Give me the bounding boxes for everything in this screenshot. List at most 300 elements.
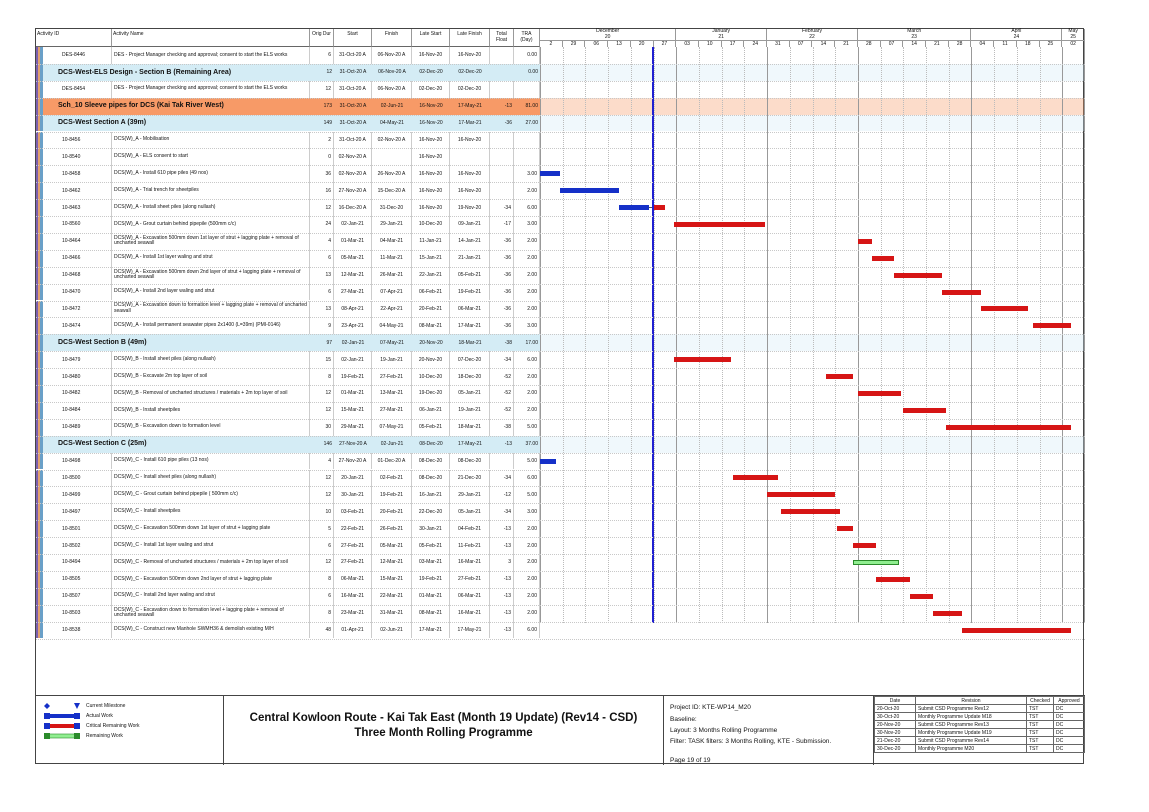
- activity-row[interactable]: [36, 317, 540, 334]
- orig-dur: 48: [310, 622, 334, 639]
- wbs-band-row[interactable]: [36, 334, 540, 351]
- revision-date: 30-Dec-20: [875, 745, 916, 753]
- start-date: 31-Oct-20 A: [334, 132, 372, 149]
- finish-date: 04-Mar-21: [372, 233, 412, 250]
- start-date: 31-Oct-20 A: [339, 69, 367, 76]
- activity-row[interactable]: [36, 199, 540, 216]
- total-float: -36: [490, 267, 514, 284]
- late-start: 08-Dec-20: [412, 453, 450, 470]
- total-float: -34: [490, 351, 514, 368]
- orig-dur: 6: [310, 588, 334, 605]
- activity-id: 10-8538: [60, 622, 112, 639]
- critical-work-bar[interactable]: [1033, 323, 1072, 328]
- activity-name: DCS(W)_B - Excavation down to formation level: [112, 419, 310, 436]
- row-divider: [36, 520, 1085, 521]
- finish-date: 06-Nov-20 A: [372, 47, 412, 64]
- revision-row: [875, 729, 1085, 737]
- row-divider: [36, 216, 1085, 217]
- late-finish: 05-Jan-21: [450, 385, 490, 402]
- activity-row[interactable]: [36, 148, 540, 165]
- late-finish: 18-Mar-21: [450, 419, 490, 436]
- revision-revision: Submit CSD Programme Rev13: [916, 721, 1027, 729]
- orig-dur: 4: [310, 233, 334, 250]
- total-float: -38: [490, 419, 514, 436]
- tra-days: 6.00: [514, 622, 540, 639]
- tra-days: 2.00: [514, 588, 540, 605]
- late-finish: 16-Nov-20: [450, 182, 490, 199]
- total-float: -52: [490, 385, 514, 402]
- outline-indent-stripe: [36, 250, 43, 267]
- rev-header-revision: Revision: [916, 697, 1027, 705]
- tra-days: 2.00: [514, 554, 540, 571]
- start-date: 23-Mar-21: [334, 605, 372, 622]
- row-divider: [36, 588, 1085, 589]
- timeline-week: 29: [563, 41, 586, 47]
- legend-label: Actual Work: [86, 713, 113, 719]
- wbs-band-row[interactable]: [36, 98, 540, 115]
- activity-row[interactable]: [36, 233, 540, 250]
- late-finish: 14-Jan-21: [450, 233, 490, 250]
- row-divider: [36, 571, 1085, 572]
- critical-work-bar[interactable]: [876, 577, 910, 582]
- total-float: -38: [504, 339, 512, 346]
- month-number: 25: [1070, 33, 1076, 40]
- start-date: 06-Mar-21: [334, 571, 372, 588]
- activity-row[interactable]: [36, 588, 540, 605]
- activity-name: DES - Project Manager checking and approval; consent to start the ELS works: [112, 47, 310, 64]
- finish-date: 11-Mar-21: [372, 250, 412, 267]
- activity-id: 10-8464: [60, 233, 112, 250]
- critical-work-bar[interactable]: [910, 594, 933, 599]
- late-start: 16-Nov-20: [419, 103, 443, 110]
- critical-work-bar[interactable]: [837, 526, 853, 531]
- total-float: [490, 148, 514, 165]
- critical-work-bar[interactable]: [946, 425, 1071, 430]
- activity-name: DCS(W)_C - Excavation 500mm down 1st layer of strut + lagging plate: [112, 520, 310, 537]
- wbs-band-row[interactable]: [36, 115, 540, 132]
- actual-work-swatch-icon: [44, 713, 80, 719]
- late-start: 16-Nov-20: [412, 199, 450, 216]
- timeline-week: 21: [926, 41, 949, 47]
- late-start: 19-Feb-21: [412, 571, 450, 588]
- actual-work-bar[interactable]: [540, 171, 560, 176]
- critical-work-bar[interactable]: [853, 543, 876, 548]
- finish-date: [372, 148, 412, 165]
- late-finish: 05-Feb-21: [450, 267, 490, 284]
- row-divider: [36, 233, 1085, 234]
- total-float: -34: [490, 503, 514, 520]
- orig-dur: 13: [310, 267, 334, 284]
- activity-name: DCS(W)_A - Trial trench for sheetpiles: [112, 182, 310, 199]
- late-start: 20-Nov-20: [419, 339, 443, 346]
- total-float: -34: [490, 470, 514, 487]
- late-start: 16-Nov-20: [412, 132, 450, 149]
- row-divider: [36, 622, 1085, 623]
- row-divider: [36, 301, 1085, 302]
- page-number: Page 19 of 19: [670, 757, 711, 764]
- timeline-week: 14: [813, 41, 836, 47]
- activity-row[interactable]: [36, 47, 540, 64]
- critical-work-bar[interactable]: [962, 628, 1071, 633]
- timeline-month: [676, 29, 767, 41]
- header-start[interactable]: Start: [334, 29, 372, 47]
- activity-name: DCS(W)_A - Install sheet piles (along nullash): [112, 199, 310, 216]
- critical-work-bar[interactable]: [933, 611, 963, 616]
- legend: [36, 695, 224, 765]
- activity-row[interactable]: [36, 132, 540, 149]
- late-finish: 16-Nov-20: [450, 47, 490, 64]
- wbs-band-row[interactable]: [36, 436, 540, 453]
- activity-id: 10-8494: [60, 554, 112, 571]
- orig-dur: 6: [310, 47, 334, 64]
- late-start: 16-Nov-20: [419, 120, 443, 127]
- late-start: 20-Nov-20: [412, 351, 450, 368]
- month-number: 20: [604, 33, 611, 40]
- month-label: April: [1011, 28, 1022, 34]
- outline-indent-stripe: [36, 554, 43, 571]
- total-float: -13: [490, 588, 514, 605]
- critical-work-bar[interactable]: [981, 306, 1029, 311]
- outline-indent-stripe: [36, 115, 43, 132]
- row-divider: [36, 385, 1085, 386]
- revision-checked: TST: [1027, 721, 1054, 729]
- outline-indent-stripe: [36, 419, 43, 436]
- critical-work-bar[interactable]: [826, 374, 853, 379]
- row-divider: [36, 368, 1085, 369]
- orig-dur: 36: [310, 165, 334, 182]
- activity-row[interactable]: [36, 453, 540, 470]
- late-start: 11-Jan-21: [412, 233, 450, 250]
- tra-days: 2.00: [514, 250, 540, 267]
- activity-name: DCS(W)_C - Install 2nd layer waling and strut: [112, 588, 310, 605]
- revision-row: [875, 737, 1085, 745]
- header-finish[interactable]: Finish: [372, 29, 412, 47]
- late-finish: 16-Nov-20: [450, 132, 490, 149]
- tra-days: 27.00: [525, 120, 538, 127]
- start-date: 22-Feb-21: [334, 520, 372, 537]
- late-start: 08-Mar-21: [412, 317, 450, 334]
- critical-work-bar[interactable]: [858, 391, 901, 396]
- total-float: -36: [490, 301, 514, 318]
- late-start: 08-Mar-21: [412, 605, 450, 622]
- activity-id: 10-8482: [60, 385, 112, 402]
- timeline-week: 31: [767, 41, 790, 47]
- late-start: 10-Dec-20: [412, 368, 450, 385]
- late-start: 16-Nov-20: [412, 148, 450, 165]
- total-float: -12: [490, 486, 514, 503]
- activity-id: 10-8499: [60, 486, 112, 503]
- tra-days: 2.00: [514, 233, 540, 250]
- timeline-week: 14: [903, 41, 926, 47]
- late-start: 02-Dec-20: [412, 81, 450, 98]
- total-float: [490, 81, 514, 98]
- activity-row[interactable]: [36, 284, 540, 301]
- late-finish: 17-Mar-21: [450, 317, 490, 334]
- header-activity-name[interactable]: Activity Name: [112, 29, 310, 47]
- late-finish: 09-Jan-21: [450, 216, 490, 233]
- tra-days: 3.00: [514, 317, 540, 334]
- activity-id: 10-8466: [60, 250, 112, 267]
- start-date: 30-Jan-21: [334, 486, 372, 503]
- outline-indent-stripe: [36, 503, 43, 520]
- revision-row: [875, 713, 1085, 721]
- legend-remaining-work: [44, 732, 123, 740]
- tra-days: 2.00: [514, 182, 540, 199]
- finish-date: 12-Mar-21: [372, 554, 412, 571]
- actual-work-bar[interactable]: [540, 459, 556, 464]
- total-float: -13: [490, 622, 514, 639]
- activity-id: 10-8480: [60, 368, 112, 385]
- row-divider: [36, 419, 1085, 420]
- activity-name: DCS(W)_C - Install sheetpiles: [112, 503, 310, 520]
- late-finish: 19-Nov-20: [450, 199, 490, 216]
- row-divider: [36, 436, 1085, 437]
- finish-date: 06-Nov-20 A: [378, 69, 406, 76]
- orig-dur: 8: [310, 605, 334, 622]
- activity-id: 10-8505: [60, 571, 112, 588]
- row-divider: [36, 115, 1085, 116]
- activity-row[interactable]: [36, 165, 540, 182]
- finish-date: 06-Nov-20 A: [372, 81, 412, 98]
- gantt-chart: [540, 29, 1085, 623]
- late-finish: 29-Jan-21: [450, 486, 490, 503]
- late-start: 05-Feb-21: [412, 419, 450, 436]
- late-start: 16-Jan-21: [412, 486, 450, 503]
- project-info: [664, 695, 874, 765]
- activity-row[interactable]: [36, 470, 540, 487]
- row-divider: [36, 182, 1085, 183]
- tra-days: 0.00: [514, 47, 540, 64]
- timeline-week: 20: [631, 41, 654, 47]
- activity-row[interactable]: [36, 503, 540, 520]
- tra-days: 81.00: [525, 103, 538, 110]
- orig-dur: 12: [310, 199, 334, 216]
- late-finish: [450, 148, 490, 165]
- timeline-week: 13: [608, 41, 631, 47]
- late-start: 06-Feb-21: [412, 284, 450, 301]
- activity-row[interactable]: [36, 182, 540, 199]
- orig-dur: 12: [310, 402, 334, 419]
- tra-days: 2.00: [514, 385, 540, 402]
- start-date: 02-Jan-21: [341, 339, 365, 346]
- finish-date: 19-Feb-21: [372, 486, 412, 503]
- total-float: -17: [490, 216, 514, 233]
- total-float: -52: [490, 368, 514, 385]
- start-date: 31-Oct-20 A: [334, 81, 372, 98]
- header-late-start[interactable]: Late Start: [412, 29, 450, 47]
- schedule-sheet: [35, 28, 1084, 764]
- timeline-week: 28: [858, 41, 881, 47]
- total-float: -13: [504, 441, 512, 448]
- critical-work-bar[interactable]: [894, 273, 942, 278]
- activity-name: DCS(W)_A - Excavation 500mm down 1st layer of strut + lagging plate + removal of uncharted seawall: [112, 233, 310, 250]
- finish-date: 02-Jun-21: [372, 622, 412, 639]
- activity-row[interactable]: [36, 385, 540, 402]
- activity-name: DCS(W)_B - Install sheet piles (along nullash): [112, 351, 310, 368]
- timeline-month: [767, 29, 858, 41]
- finish-date: 26-Nov-20 A: [372, 165, 412, 182]
- orig-dur: 10: [310, 503, 334, 520]
- start-date: 19-Feb-21: [334, 368, 372, 385]
- activity-id: 10-8484: [60, 402, 112, 419]
- activity-row[interactable]: [36, 622, 540, 639]
- header-total-float[interactable]: Total Float: [490, 29, 514, 47]
- activity-row[interactable]: [36, 419, 540, 436]
- orig-dur: 9: [310, 317, 334, 334]
- actual-work-bar[interactable]: [560, 188, 619, 193]
- finish-date: 02-Jun-21: [380, 103, 404, 110]
- row-divider: [36, 554, 1085, 555]
- critical-work-bar[interactable]: [781, 509, 840, 514]
- timeline-week: 17: [722, 41, 745, 47]
- header-activity-id[interactable]: Activity ID: [36, 29, 112, 47]
- orig-dur: 0: [310, 148, 334, 165]
- revision-date: 20-Oct-20: [875, 705, 916, 713]
- header-tra[interactable]: TRA (Day): [514, 29, 540, 47]
- tra-days: 5.00: [514, 453, 540, 470]
- activity-row[interactable]: [36, 81, 540, 98]
- outline-indent-stripe: [36, 267, 43, 284]
- critical-work-bar[interactable]: [858, 239, 872, 244]
- outline-indent-stripe: [36, 571, 43, 588]
- critical-work-bar[interactable]: [674, 222, 765, 227]
- critical-work-swatch-icon: [44, 723, 80, 729]
- tra-days: [514, 148, 540, 165]
- late-start: 05-Feb-21: [412, 537, 450, 554]
- critical-work-bar[interactable]: [872, 256, 895, 261]
- timeline-week: 25: [1040, 41, 1063, 47]
- finish-date: 27-Feb-21: [372, 368, 412, 385]
- activity-id: 10-8462: [60, 182, 112, 199]
- finish-date: 26-Mar-21: [372, 267, 412, 284]
- activity-row[interactable]: [36, 250, 540, 267]
- header-orig-dur[interactable]: Orig Dur: [310, 29, 334, 47]
- finish-date: 04-May-21: [380, 120, 404, 127]
- total-float: -36: [490, 284, 514, 301]
- revision-revision: Monthly Programme Update M19: [916, 729, 1027, 737]
- activity-id: 10-8489: [60, 419, 112, 436]
- activity-id: 10-8463: [60, 199, 112, 216]
- row-divider: [36, 402, 1085, 403]
- project-id: Project ID: KTE-WP14_M20: [670, 704, 751, 711]
- activity-row[interactable]: [36, 402, 540, 419]
- activity-row[interactable]: [36, 571, 540, 588]
- critical-work-bar[interactable]: [942, 290, 981, 295]
- activity-row[interactable]: [36, 520, 540, 537]
- activity-name: DCS(W)_C - Grout curtain behind pipepile ( 500mm c/c): [112, 486, 310, 503]
- start-date: 01-Mar-21: [334, 233, 372, 250]
- total-float: [490, 132, 514, 149]
- remaining-work-bar[interactable]: [853, 560, 898, 565]
- start-date: 12-Mar-21: [334, 267, 372, 284]
- outline-indent-stripe: [36, 486, 43, 503]
- start-date: 02-Nov-20 A: [334, 148, 372, 165]
- late-finish: 16-Mar-21: [450, 554, 490, 571]
- activity-name: DCS(W)_C - Excavation down to formation level + lagging plate + removal of uncharted seawall: [112, 605, 310, 622]
- activity-id: 10-8470: [60, 284, 112, 301]
- finish-date: 07-May-21: [372, 419, 412, 436]
- orig-dur: 4: [310, 453, 334, 470]
- activity-id: 10-8502: [60, 537, 112, 554]
- outline-indent-stripe: [36, 520, 43, 537]
- late-finish: 02-Dec-20: [458, 69, 482, 76]
- total-float: -34: [490, 199, 514, 216]
- revision-approved: DC: [1054, 721, 1085, 729]
- tra-days: 5.00: [514, 419, 540, 436]
- revision-row: [875, 721, 1085, 729]
- revision-checked: TST: [1027, 737, 1054, 745]
- tra-days: [514, 132, 540, 149]
- tra-days: 37.00: [525, 441, 538, 448]
- activity-row[interactable]: [36, 537, 540, 554]
- activity-row[interactable]: [36, 267, 540, 284]
- timeline-week: 03: [676, 41, 699, 47]
- revision-checked: TST: [1027, 713, 1054, 721]
- critical-work-bar[interactable]: [674, 357, 731, 362]
- start-date: 27-Mar-21: [334, 284, 372, 301]
- orig-dur: 12: [310, 470, 334, 487]
- tra-days: 3.00: [514, 503, 540, 520]
- revision-revision: Monthly Programme Update M18: [916, 713, 1027, 721]
- finish-date: 22-Apr-21: [372, 301, 412, 318]
- revision-revision: Submit CSD Programme Rev14: [916, 737, 1027, 745]
- late-finish: 08-Dec-20: [450, 453, 490, 470]
- critical-work-bar[interactable]: [903, 408, 946, 413]
- finish-date: 02-Feb-21: [372, 470, 412, 487]
- tra-days: 6.00: [514, 470, 540, 487]
- tra-days: 6.00: [514, 351, 540, 368]
- row-divider: [36, 486, 1085, 487]
- actual-work-bar[interactable]: [619, 205, 649, 210]
- critical-work-bar[interactable]: [767, 492, 835, 497]
- activity-row[interactable]: [36, 351, 540, 368]
- late-finish: 19-Feb-21: [450, 284, 490, 301]
- activity-row[interactable]: [36, 605, 540, 622]
- row-divider: [36, 284, 1085, 285]
- critical-work-bar[interactable]: [733, 475, 778, 480]
- row-divider: [36, 503, 1085, 504]
- tra-days: 2.00: [514, 301, 540, 318]
- outline-indent-stripe: [36, 588, 43, 605]
- activity-name: DCS(W)_A - Grout curtain behind pipepile (500mm c/c): [112, 216, 310, 233]
- outline-indent-stripe: [36, 98, 43, 115]
- revision-approved: DC: [1054, 729, 1085, 737]
- activity-row[interactable]: [36, 368, 540, 385]
- legend-label: Critical Remaining Work: [86, 723, 140, 729]
- revision-row: [875, 705, 1085, 713]
- activity-row[interactable]: [36, 554, 540, 571]
- activity-row[interactable]: [36, 216, 540, 233]
- activity-name: DCS(W)_A - Install permanent seawater pipes 2x1400 (L=39m) (PMI-0146): [112, 317, 310, 334]
- activity-row[interactable]: [36, 301, 540, 318]
- wbs-band-row[interactable]: [36, 64, 540, 81]
- revision-approved: DC: [1054, 745, 1085, 753]
- header-late-finish[interactable]: Late Finish: [450, 29, 490, 47]
- outline-indent-stripe: [36, 334, 43, 351]
- row-divider: [36, 98, 1085, 99]
- legend-current-milestone: [44, 702, 125, 710]
- tra-days: 5.00: [514, 486, 540, 503]
- late-start: 30-Jan-21: [412, 520, 450, 537]
- activity-row[interactable]: [36, 486, 540, 503]
- late-finish: 21-Dec-20: [450, 470, 490, 487]
- activity-name: DCS(W)_C - Install sheet piles (along nullash): [112, 470, 310, 487]
- activity-name: DCS(W)_C - Removal of uncharted structures / materials + 2m top layer of soil: [112, 554, 310, 571]
- outline-indent-stripe: [36, 351, 43, 368]
- tra-days: 2.00: [514, 537, 540, 554]
- row-divider: [36, 317, 1085, 318]
- activity-id: 10-8560: [60, 216, 112, 233]
